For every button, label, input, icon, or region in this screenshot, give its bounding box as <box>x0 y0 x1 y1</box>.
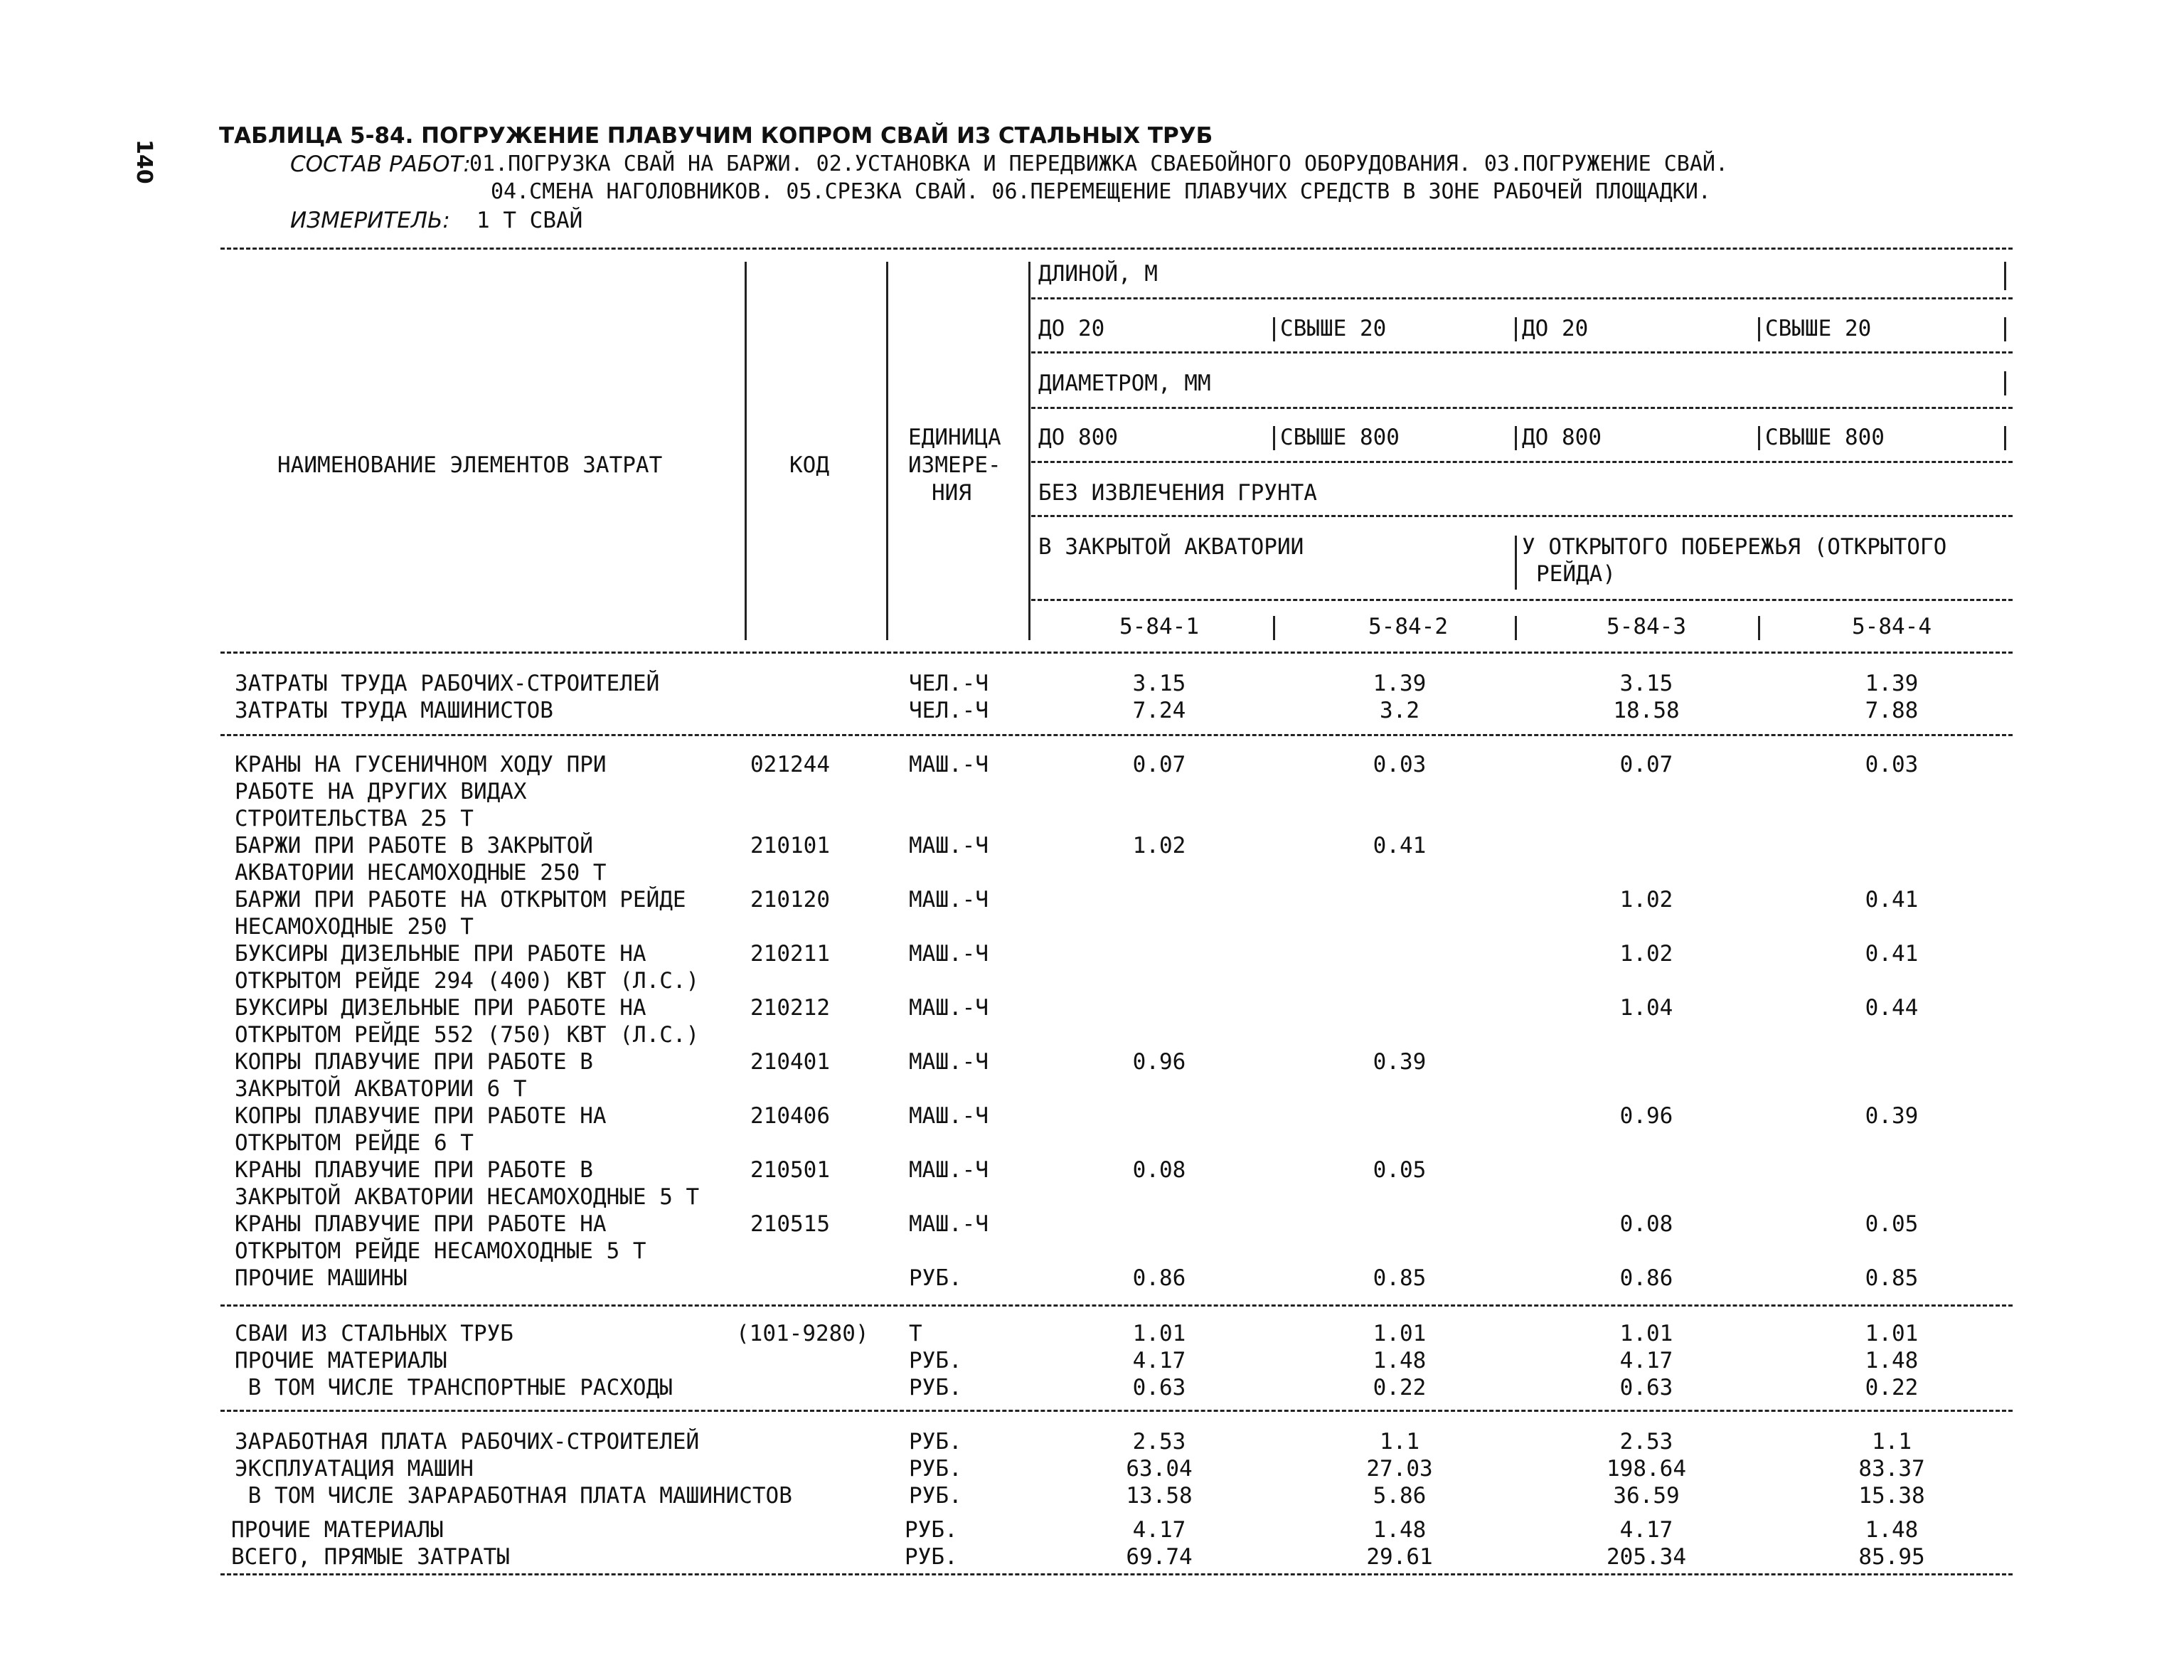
header-rule-1 <box>1031 297 2013 299</box>
row-name-line: ЗАТРАТЫ ТРУДА РАБОЧИХ-СТРОИТЕЛЕЙ <box>235 671 660 696</box>
row-value: 1.01 <box>1132 1321 1186 1346</box>
page-number: 140 <box>132 139 156 184</box>
row-value: 2.53 <box>1132 1429 1186 1455</box>
row-code: 210101 <box>750 833 830 858</box>
table-title: ТАБЛИЦА 5-84. ПОГРУЖЕНИЕ ПЛАВУЧИМ КОПРОМ СВАЙ ИЗ СТАЛЬНЫХ ТРУБ <box>219 123 1213 149</box>
row-name-line: СВАИ ИЗ СТАЛЬНЫХ ТРУБ <box>235 1321 513 1346</box>
row-value: 1.01 <box>1865 1321 1919 1346</box>
col-code-1: 5-84-1 <box>1119 614 1199 639</box>
work-label: СОСТАВ РАБОТ: <box>290 151 471 177</box>
row-value: 4.17 <box>1132 1517 1186 1543</box>
row-code: (101-9280) <box>736 1321 869 1346</box>
row-unit: МАШ.-Ч <box>909 752 989 777</box>
row-value: 0.05 <box>1373 1157 1427 1183</box>
header-divider-1 <box>745 262 747 640</box>
header-bottom-rule <box>220 652 2013 654</box>
header-len-d: СВЫШЕ 20 <box>1765 316 1872 341</box>
section-rule <box>220 1410 2013 1412</box>
row-code: 210515 <box>750 1211 830 1237</box>
header-unit-3: НИЯ <box>932 480 971 506</box>
row-unit: МАШ.-Ч <box>909 887 989 913</box>
col-code-4: 5-84-4 <box>1852 614 1932 639</box>
row-value: 0.96 <box>1619 1103 1673 1129</box>
row-value: 0.85 <box>1865 1265 1919 1291</box>
row-unit: РУБ. <box>909 1483 962 1509</box>
row-unit: РУБ. <box>905 1517 958 1543</box>
section-rule <box>220 1304 2013 1307</box>
row-name-line: БАРЖИ ПРИ РАБОТЕ В ЗАКРЫТОЙ <box>235 833 593 858</box>
header-unit-2: ИЗМЕРЕ- <box>908 452 1001 478</box>
header-rule-4 <box>1031 461 2013 463</box>
row-value: 27.03 <box>1366 1456 1433 1482</box>
row-unit: ЧЕЛ.-Ч <box>909 671 989 696</box>
header-code-col: КОД <box>789 452 829 478</box>
header-divider-2 <box>886 262 888 640</box>
code-divider-2 <box>1515 616 1517 640</box>
row-name-line: АКВАТОРИИ НЕСАМОХОДНЫЕ 250 Т <box>235 860 607 886</box>
header-rule-2 <box>1031 351 2013 353</box>
row-name-line: ОТКРЫТОМ РЕЙДЕ 6 Т <box>235 1130 474 1156</box>
row-code: 021244 <box>750 752 830 777</box>
dia-divider-right <box>2004 371 2006 395</box>
row-value: 1.48 <box>1865 1517 1919 1543</box>
header-dia-a: ДО 800 <box>1038 425 1118 450</box>
row-unit: РУБ. <box>909 1375 962 1400</box>
row-name-line: КРАНЫ ПЛАВУЧИЕ ПРИ РАБОТЕ В <box>235 1157 593 1183</box>
header-closed: В ЗАКРЫТОЙ АКВАТОРИИ <box>1038 534 1304 560</box>
row-value: 3.15 <box>1619 671 1673 696</box>
row-code: 210212 <box>750 995 830 1021</box>
row-name-line: РАБОТЕ НА ДРУГИХ ВИДАХ <box>235 779 527 804</box>
header-soil: БЕЗ ИЗВЛЕЧЕНИЯ ГРУНТА <box>1038 480 1317 506</box>
row-value: 0.85 <box>1373 1265 1427 1291</box>
row-value: 0.41 <box>1865 941 1919 967</box>
header-rule-5 <box>1031 515 2013 517</box>
row-unit: РУБ. <box>909 1456 962 1482</box>
row-name-line: В ТОМ ЧИСЛЕ ЗАРАРАБОТНАЯ ПЛАТА МАШИНИСТОВ <box>235 1483 792 1509</box>
row-value: 0.41 <box>1865 887 1919 913</box>
row-unit: МАШ.-Ч <box>909 1211 989 1237</box>
row-value: 0.03 <box>1373 752 1427 777</box>
header-len-c: ДО 20 <box>1522 316 1589 341</box>
row-unit: РУБ. <box>905 1544 958 1570</box>
row-value: 4.17 <box>1619 1517 1673 1543</box>
header-open-2: РЕЙДА) <box>1536 561 1616 587</box>
row-value: 2.53 <box>1619 1429 1673 1455</box>
row-value: 1.01 <box>1619 1321 1673 1346</box>
row-name-line: ЗАРАБОТНАЯ ПЛАТА РАБОЧИХ-СТРОИТЕЛЕЙ <box>235 1429 700 1455</box>
row-value: 83.37 <box>1858 1456 1925 1482</box>
row-value: 5.86 <box>1373 1483 1427 1509</box>
work-line-2: 04.СМЕНА НАГОЛОВНИКОВ. 05.СРЕЗКА СВАЙ. 06.ПЕРЕМЕЩЕНИЕ ПЛАВУЧИХ СРЕДСТВ В ЗОНЕ РАБОЧЕЙ ПЛОЩАДКИ. <box>491 179 1711 204</box>
row-value: 7.88 <box>1865 698 1919 723</box>
row-value: 0.44 <box>1865 995 1919 1021</box>
row-name-line: КОПРЫ ПЛАВУЧИЕ ПРИ РАБОТЕ НА <box>235 1103 607 1129</box>
section-rule <box>220 1573 2013 1575</box>
row-value: 69.74 <box>1126 1544 1193 1570</box>
row-value: 1.02 <box>1619 887 1673 913</box>
row-name-line: БАРЖИ ПРИ РАБОТЕ НА ОТКРЫТОМ РЕЙДЕ <box>235 887 686 913</box>
row-value: 3.2 <box>1380 698 1419 723</box>
row-unit: Т <box>909 1321 922 1346</box>
dia-divider-2 <box>1515 426 1517 450</box>
code-divider-3 <box>1758 616 1760 640</box>
row-value: 198.64 <box>1607 1456 1686 1482</box>
header-divider-right <box>2004 262 2006 290</box>
row-unit: РУБ. <box>909 1348 962 1373</box>
row-value: 18.58 <box>1613 698 1680 723</box>
row-value: 1.02 <box>1132 833 1186 858</box>
header-len-b: СВЫШЕ 20 <box>1280 316 1387 341</box>
row-value: 0.63 <box>1619 1375 1673 1400</box>
header-diameter: ДИАМЕТРОМ, ММ <box>1038 371 1211 396</box>
row-name-line: ПРОЧИЕ МАТЕРИАЛЫ <box>231 1517 444 1543</box>
row-unit: МАШ.-Ч <box>909 1049 989 1075</box>
row-name-line: КОПРЫ ПЛАВУЧИЕ ПРИ РАБОТЕ В <box>235 1049 593 1075</box>
dia-divider-right-2 <box>2004 426 2006 450</box>
row-value: 36.59 <box>1613 1483 1680 1509</box>
row-value: 0.86 <box>1619 1265 1673 1291</box>
header-dia-d: СВЫШЕ 800 <box>1765 425 1885 450</box>
row-name-line: ОТКРЫТОМ РЕЙДЕ НЕСАМОХОДНЫЕ 5 Т <box>235 1238 646 1264</box>
row-value: 205.34 <box>1607 1544 1686 1570</box>
row-value: 0.07 <box>1132 752 1186 777</box>
row-unit: МАШ.-Ч <box>909 995 989 1021</box>
row-name-line: В ТОМ ЧИСЛЕ ТРАНСПОРТНЫЕ РАСХОДЫ <box>235 1375 673 1400</box>
row-code: 210501 <box>750 1157 830 1183</box>
meter-label: ИЗМЕРИТЕЛЬ: <box>290 208 450 233</box>
col-code-3: 5-84-3 <box>1607 614 1686 639</box>
len-divider-3 <box>1758 317 1760 341</box>
header-unit-1: ЕДИНИЦА <box>908 425 1001 450</box>
len-divider-2 <box>1515 317 1517 341</box>
header-top-rule <box>220 248 2013 250</box>
row-unit: МАШ.-Ч <box>909 941 989 967</box>
col-code-2: 5-84-2 <box>1368 614 1448 639</box>
row-name-line: НЕСАМОХОДНЫЕ 250 Т <box>235 914 474 940</box>
row-value: 1.01 <box>1373 1321 1427 1346</box>
row-value: 0.08 <box>1619 1211 1673 1237</box>
row-code: 210401 <box>750 1049 830 1075</box>
water-divider <box>1515 536 1517 590</box>
row-value: 1.48 <box>1373 1517 1427 1543</box>
row-code: 210120 <box>750 887 830 913</box>
row-value: 1.04 <box>1619 995 1673 1021</box>
row-name-line: КРАНЫ НА ГУСЕНИЧНОМ ХОДУ ПРИ <box>235 752 607 777</box>
row-name-line: КРАНЫ ПЛАВУЧИЕ ПРИ РАБОТЕ НА <box>235 1211 607 1237</box>
row-unit: ЧЕЛ.-Ч <box>909 698 989 723</box>
row-name-line: БУКСИРЫ ДИЗЕЛЬНЫЕ ПРИ РАБОТЕ НА <box>235 941 646 967</box>
row-value: 0.08 <box>1132 1157 1186 1183</box>
row-value: 63.04 <box>1126 1456 1193 1482</box>
header-divider-3 <box>1028 262 1030 640</box>
row-value: 0.07 <box>1619 752 1673 777</box>
row-name-line: ВСЕГО, ПРЯМЫЕ ЗАТРАТЫ <box>231 1544 510 1570</box>
row-name-line: ЗАКРЫТОЙ АКВАТОРИИ 6 Т <box>235 1076 527 1102</box>
row-value: 1.02 <box>1619 941 1673 967</box>
row-name-line: ЗАТРАТЫ ТРУДА МАШИНИСТОВ <box>235 698 553 723</box>
row-value: 4.17 <box>1132 1348 1186 1373</box>
row-value: 1.48 <box>1865 1348 1919 1373</box>
row-name-line: ЭКСПЛУАТАЦИЯ МАШИН <box>235 1456 474 1482</box>
row-value: 0.63 <box>1132 1375 1186 1400</box>
row-value: 0.41 <box>1373 833 1427 858</box>
code-divider-1 <box>1273 616 1275 640</box>
header-open-1: У ОТКРЫТОГО ПОБЕРЕЖЬЯ (ОТКРЫТОГО <box>1522 534 1947 560</box>
row-value: 0.86 <box>1132 1265 1186 1291</box>
meter-value: 1 Т СВАЙ <box>476 208 583 233</box>
row-unit: МАШ.-Ч <box>909 833 989 858</box>
len-divider-1 <box>1273 317 1275 341</box>
row-value: 4.17 <box>1619 1348 1673 1373</box>
row-value: 0.05 <box>1865 1211 1919 1237</box>
row-unit: МАШ.-Ч <box>909 1157 989 1183</box>
header-rule-3 <box>1031 407 2013 409</box>
header-len-a: ДО 20 <box>1038 316 1105 341</box>
row-name-line: БУКСИРЫ ДИЗЕЛЬНЫЕ ПРИ РАБОТЕ НА <box>235 995 646 1021</box>
row-value: 7.24 <box>1132 698 1186 723</box>
row-code: 210406 <box>750 1103 830 1129</box>
header-dia-b: СВЫШЕ 800 <box>1280 425 1400 450</box>
header-length: ДЛИНОЙ, М <box>1038 261 1158 287</box>
row-value: 85.95 <box>1858 1544 1925 1570</box>
row-name-line: ОТКРЫТОМ РЕЙДЕ 294 (400) КВТ (Л.С.) <box>235 968 700 994</box>
row-value: 0.39 <box>1373 1049 1427 1075</box>
header-name-col: НАИМЕНОВАНИЕ ЭЛЕМЕНТОВ ЗАТРАТ <box>277 452 663 478</box>
row-value: 1.1 <box>1872 1429 1912 1455</box>
row-name-line: ПРОЧИЕ МАШИНЫ <box>235 1265 407 1291</box>
section-rule <box>220 734 2013 736</box>
work-line-1: 01.ПОГРУЗКА СВАЙ НА БАРЖИ. 02.УСТАНОВКА И ПЕРЕДВИЖКА СВАЕБОЙНОГО ОБОРУДОВАНИЯ. 03.ПОГРУЖЕНИЕ СВАЙ. <box>469 151 1729 176</box>
row-value: 3.15 <box>1132 671 1186 696</box>
row-value: 1.1 <box>1380 1429 1419 1455</box>
row-value: 0.22 <box>1373 1375 1427 1400</box>
row-value: 29.61 <box>1366 1544 1433 1570</box>
row-code: 210211 <box>750 941 830 967</box>
row-name-line: СТРОИТЕЛЬСТВА 25 Т <box>235 806 474 831</box>
row-unit: РУБ. <box>909 1429 962 1455</box>
row-value: 1.39 <box>1373 671 1427 696</box>
dia-divider-1 <box>1273 426 1275 450</box>
row-value: 1.48 <box>1373 1348 1427 1373</box>
row-name-line: ОТКРЫТОМ РЕЙДЕ 552 (750) КВТ (Л.С.) <box>235 1022 700 1048</box>
row-unit: МАШ.-Ч <box>909 1103 989 1129</box>
row-value: 0.22 <box>1865 1375 1919 1400</box>
len-divider-right <box>2004 317 2006 341</box>
row-value: 0.03 <box>1865 752 1919 777</box>
row-name-line: ЗАКРЫТОЙ АКВАТОРИИ НЕСАМОХОДНЫЕ 5 Т <box>235 1184 700 1210</box>
row-value: 15.38 <box>1858 1483 1925 1509</box>
row-unit: РУБ. <box>909 1265 962 1291</box>
row-value: 0.39 <box>1865 1103 1919 1129</box>
row-value: 1.39 <box>1865 671 1919 696</box>
row-value: 0.96 <box>1132 1049 1186 1075</box>
header-dia-c: ДО 800 <box>1522 425 1602 450</box>
dia-divider-3 <box>1758 426 1760 450</box>
row-value: 13.58 <box>1126 1483 1193 1509</box>
row-name-line: ПРОЧИЕ МАТЕРИАЛЫ <box>235 1348 447 1373</box>
header-rule-6 <box>1031 599 2013 601</box>
